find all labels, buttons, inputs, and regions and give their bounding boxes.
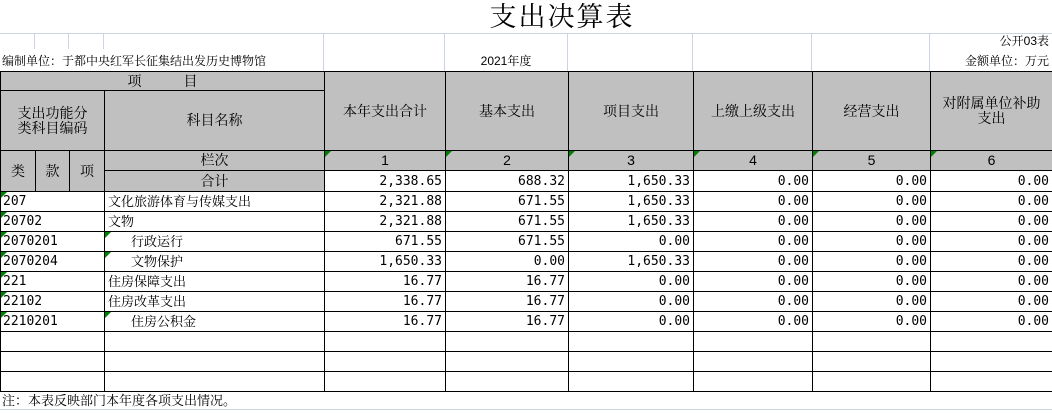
func-class-header-cell[interactable] <box>1 91 105 151</box>
empty-cell[interactable] <box>694 372 813 392</box>
total-value-cell[interactable]: 688.32 <box>446 171 569 192</box>
lane-number-cell[interactable] <box>813 151 931 171</box>
table-row <box>1 272 1052 292</box>
comment-flag-icon <box>1 192 7 198</box>
comment-flag-icon <box>694 151 700 157</box>
row-value-cell[interactable]: 1,650.33 <box>325 252 446 272</box>
total-value-cell[interactable]: 0.00 <box>931 171 1052 192</box>
lane-number: 5 <box>867 152 876 168</box>
col-header-operating-cell[interactable]: 经营支出 <box>813 72 931 151</box>
item-header-cell[interactable]: 项 <box>70 151 105 192</box>
empty-cell[interactable] <box>1 372 105 392</box>
empty-cell[interactable] <box>105 352 325 372</box>
comment-flag-icon <box>931 151 937 157</box>
comment-flag-icon <box>1 292 7 298</box>
row-code: 207 <box>3 194 27 209</box>
grid-cell[interactable] <box>0 34 35 49</box>
lane-number: 2 <box>503 152 511 168</box>
row-value-cell[interactable]: 0.00 <box>694 192 813 212</box>
empty-row <box>1 372 1052 392</box>
grid-cell[interactable] <box>324 49 445 71</box>
lane-number: 3 <box>627 152 635 168</box>
row-code-cell[interactable] <box>1 192 105 212</box>
row-name: 文物保护 <box>131 254 184 269</box>
row-value-cell[interactable]: 0.00 <box>569 292 694 312</box>
grid-cell[interactable] <box>812 34 930 49</box>
row-name: 行政运行 <box>131 234 184 249</box>
row-value-cell[interactable]: 1,650.33 <box>569 192 694 212</box>
row-value-cell[interactable]: 16.77 <box>325 292 446 312</box>
row-name-cell[interactable]: 住房改革支出 <box>105 292 325 312</box>
row-name-cell[interactable]: 文物 <box>105 212 325 232</box>
lane-row <box>1 151 1052 171</box>
row-value-cell[interactable]: 0.00 <box>813 192 931 212</box>
col-header-subsidy-cell[interactable] <box>931 72 1052 151</box>
grid-cell[interactable] <box>568 49 693 71</box>
grid-cell[interactable] <box>35 34 69 49</box>
row-value-cell[interactable]: 16.77 <box>446 312 569 332</box>
comment-flag-icon <box>1 312 7 318</box>
row-value-cell[interactable]: 16.77 <box>446 272 569 292</box>
empty-cell[interactable] <box>569 372 694 392</box>
grid-cell[interactable] <box>69 34 104 49</box>
table-row <box>1 232 1052 252</box>
empty-cell[interactable] <box>325 372 446 392</box>
empty-cell[interactable] <box>813 332 931 352</box>
row-value-cell[interactable]: 0.00 <box>931 192 1052 212</box>
comment-flag-icon <box>105 252 111 258</box>
row-code: 2070204 <box>3 254 58 269</box>
row-value-cell[interactable]: 671.55 <box>446 232 569 252</box>
row-value-cell[interactable]: 0.00 <box>931 252 1052 272</box>
header-row-project <box>1 72 1052 91</box>
expenditure-table <box>0 71 1052 392</box>
empty-cell[interactable] <box>931 352 1052 372</box>
empty-cell[interactable] <box>694 352 813 372</box>
empty-cell[interactable] <box>105 332 325 352</box>
row-name-cell[interactable] <box>105 232 325 252</box>
grid-cell[interactable] <box>812 49 930 71</box>
row-value-cell[interactable]: 1,650.33 <box>569 212 694 232</box>
row-value-cell[interactable]: 0.00 <box>446 252 569 272</box>
grid-cell[interactable] <box>568 34 693 49</box>
empty-row <box>1 332 1052 352</box>
total-row <box>1 171 1052 192</box>
sheet-code-row <box>0 33 1052 49</box>
col-header-subsidy-label: 对附属单位补助支出 <box>942 95 1041 126</box>
col-header-project-exp-cell[interactable]: 项目支出 <box>569 72 694 151</box>
row-value-cell[interactable]: 2,321.88 <box>325 212 446 232</box>
row-value-cell[interactable]: 0.00 <box>813 232 931 252</box>
project-header-cell[interactable]: 项 目 <box>1 72 325 91</box>
row-value-cell[interactable]: 0.00 <box>813 252 931 272</box>
empty-cell[interactable] <box>813 372 931 392</box>
table-row <box>1 252 1052 272</box>
row-code: 2070201 <box>3 234 58 249</box>
sheet-code-label[interactable]: 公开03表 <box>999 34 1049 48</box>
empty-cell[interactable] <box>569 332 694 352</box>
comment-flag-icon <box>569 151 575 157</box>
lane-number-cell[interactable] <box>569 151 694 171</box>
total-value-cell[interactable]: 0.00 <box>694 171 813 192</box>
row-code-cell[interactable] <box>1 232 105 252</box>
total-value-cell[interactable]: 1,650.33 <box>569 171 694 192</box>
footnote[interactable]: 注：本表反映部门本年度各项支出情况。 <box>0 392 1052 410</box>
row-value-cell[interactable]: 16.77 <box>325 272 446 292</box>
row-code-cell[interactable] <box>1 212 105 232</box>
prepared-by-label[interactable]: 编制单位：于都中央红军长征集结出发历史博物馆 <box>0 49 324 71</box>
lane-number: 1 <box>381 152 389 168</box>
total-value-cell[interactable]: 0.00 <box>813 171 931 192</box>
row-value-cell[interactable]: 0.00 <box>813 272 931 292</box>
row-code: 2210201 <box>3 314 58 329</box>
row-value-cell[interactable]: 671.55 <box>325 232 446 252</box>
comment-flag-icon <box>1 212 7 218</box>
grid-cell[interactable] <box>324 34 445 49</box>
empty-cell[interactable] <box>446 352 569 372</box>
row-value-cell[interactable]: 0.00 <box>813 212 931 232</box>
row-code: 20702 <box>3 214 43 229</box>
row-value-cell[interactable]: 0.00 <box>569 272 694 292</box>
grid-cell[interactable] <box>445 34 568 49</box>
empty-cell[interactable] <box>325 332 446 352</box>
empty-cell[interactable] <box>1 352 105 372</box>
empty-cell[interactable] <box>325 352 446 372</box>
row-value-cell[interactable]: 16.77 <box>325 312 446 332</box>
row-value-cell[interactable]: 0.00 <box>931 212 1052 232</box>
row-code-cell[interactable] <box>1 312 105 332</box>
row-name-cell[interactable] <box>105 252 325 272</box>
row-value-cell[interactable]: 16.77 <box>446 292 569 312</box>
row-value-cell[interactable]: 0.00 <box>813 312 931 332</box>
col-header-total-cell[interactable]: 本年支出合计 <box>325 72 446 151</box>
lane-number-cell[interactable] <box>325 151 446 171</box>
row-name: 住房公积金 <box>131 314 197 329</box>
row-value-cell[interactable]: 671.55 <box>446 192 569 212</box>
func-class-header-label: 支出功能分类科目编码 <box>17 104 88 136</box>
empty-row <box>1 352 1052 372</box>
comment-flag-icon <box>1 252 7 258</box>
lane-label-cell[interactable]: 栏次 <box>105 151 325 171</box>
empty-cell[interactable] <box>931 332 1052 352</box>
row-value-cell[interactable]: 0.00 <box>694 312 813 332</box>
empty-cell[interactable] <box>446 332 569 352</box>
row-code: 221 <box>3 274 27 289</box>
empty-cell[interactable] <box>813 352 931 372</box>
table-row <box>1 312 1052 332</box>
lane-number-cell[interactable] <box>446 151 569 171</box>
row-name-cell[interactable]: 文化旅游体育与传媒支出 <box>105 192 325 212</box>
lane-number: 6 <box>987 152 996 168</box>
col-header-basic-cell[interactable]: 基本支出 <box>446 72 569 151</box>
total-value-cell[interactable]: 2,338.65 <box>325 171 446 192</box>
subject-name-header-cell[interactable]: 科目名称 <box>105 91 325 151</box>
page-title[interactable]: 支出决算表 <box>489 2 635 32</box>
empty-cell[interactable] <box>105 372 325 392</box>
row-name-cell[interactable] <box>105 312 325 332</box>
comment-flag-icon <box>325 151 331 157</box>
empty-cell[interactable] <box>569 352 694 372</box>
class-header-cell[interactable]: 类 <box>1 151 36 192</box>
table-row <box>1 292 1052 312</box>
row-code: 22102 <box>3 294 43 309</box>
comment-flag-icon <box>1 272 7 278</box>
row-value-cell[interactable]: 0.00 <box>931 272 1052 292</box>
row-value-cell[interactable]: 0.00 <box>931 232 1052 252</box>
row-code-cell[interactable] <box>1 252 105 272</box>
row-value-cell[interactable]: 0.00 <box>931 312 1052 332</box>
comment-flag-icon <box>105 232 111 238</box>
lane-number: 4 <box>749 152 757 168</box>
row-value-cell[interactable]: 0.00 <box>694 212 813 232</box>
section-header-cell[interactable]: 款 <box>36 151 70 192</box>
grid-cell[interactable] <box>693 34 812 49</box>
col-header-upper-cell[interactable]: 上缴上级支出 <box>694 72 813 151</box>
empty-cell[interactable] <box>1 332 105 352</box>
lane-number-cell[interactable] <box>931 151 1052 171</box>
row-value-cell[interactable]: 0.00 <box>569 232 694 252</box>
row-value-cell[interactable]: 0.00 <box>694 252 813 272</box>
unit-label[interactable]: 金额单位：万元 <box>964 54 1049 68</box>
empty-cell[interactable] <box>694 332 813 352</box>
row-value-cell[interactable]: 2,321.88 <box>325 192 446 212</box>
row-value-cell[interactable]: 0.00 <box>569 312 694 332</box>
table-row <box>1 192 1052 212</box>
row-value-cell[interactable]: 671.55 <box>446 212 569 232</box>
fiscal-year-label[interactable]: 2021年度 <box>445 49 568 71</box>
comment-flag-icon <box>813 151 819 157</box>
comment-flag-icon <box>105 312 111 318</box>
comment-flag-icon <box>446 151 452 157</box>
row-value-cell[interactable]: 0.00 <box>813 292 931 312</box>
row-name-cell[interactable]: 住房保障支出 <box>105 272 325 292</box>
prepared-by-row <box>0 49 1052 71</box>
comment-flag-icon <box>1 232 7 238</box>
row-value-cell[interactable]: 0.00 <box>694 292 813 312</box>
empty-cell[interactable] <box>931 372 1052 392</box>
row-code-cell[interactable] <box>1 272 105 292</box>
grid-cell[interactable] <box>693 49 812 71</box>
row-value-cell[interactable]: 0.00 <box>931 292 1052 312</box>
table-row <box>1 212 1052 232</box>
grid-cell[interactable] <box>104 34 324 49</box>
lane-number-cell[interactable] <box>694 151 813 171</box>
row-code-cell[interactable] <box>1 292 105 312</box>
row-value-cell[interactable]: 1,650.33 <box>569 252 694 272</box>
total-label-cell[interactable]: 合计 <box>105 171 325 192</box>
empty-cell[interactable] <box>446 372 569 392</box>
row-value-cell[interactable]: 0.00 <box>694 232 813 252</box>
row-value-cell[interactable]: 0.00 <box>694 272 813 292</box>
